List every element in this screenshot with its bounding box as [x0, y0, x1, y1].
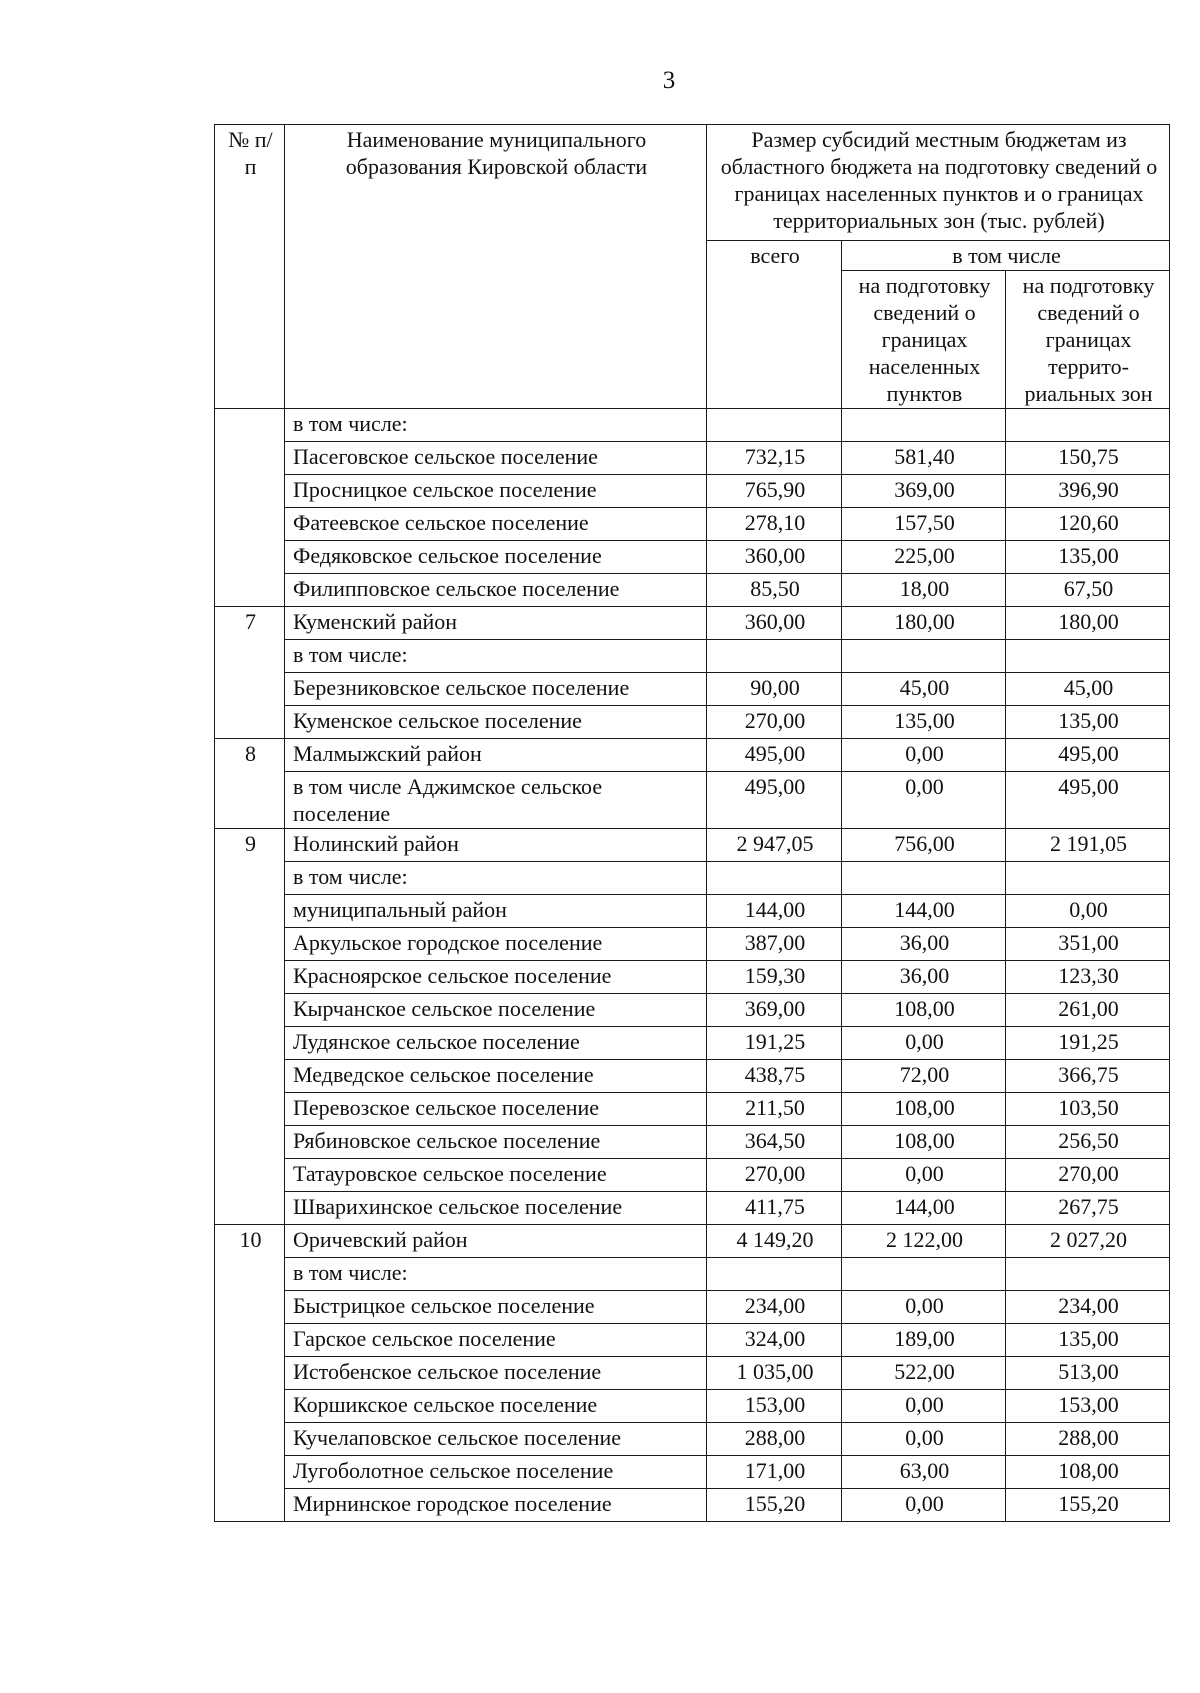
- row-settlements: 0,00: [842, 1423, 1006, 1456]
- row-name: Кырчанское сельское поселение: [285, 994, 707, 1027]
- row-zones: 135,00: [1006, 1324, 1170, 1357]
- row-settlements: 144,00: [842, 895, 1006, 928]
- row-name: Фатеевское сельское поселение: [285, 508, 707, 541]
- row-zones: 153,00: [1006, 1390, 1170, 1423]
- row-number: [215, 409, 285, 607]
- row-name: Просницкое сельское поселение: [285, 475, 707, 508]
- row-settlements: [842, 1258, 1006, 1291]
- row-total: [707, 1258, 842, 1291]
- row-total: [707, 862, 842, 895]
- row-zones: 366,75: [1006, 1060, 1170, 1093]
- row-settlements: 180,00: [842, 607, 1006, 640]
- row-name: в том числе:: [285, 640, 707, 673]
- row-total: [707, 640, 842, 673]
- table-body: [215, 125, 1170, 1522]
- table-row: [215, 895, 1170, 928]
- row-settlements: 72,00: [842, 1060, 1006, 1093]
- row-zones: 180,00: [1006, 607, 1170, 640]
- table-row: [215, 475, 1170, 508]
- row-name: Лугоболотное сельское поселение: [285, 1456, 707, 1489]
- row-zones: 261,00: [1006, 994, 1170, 1027]
- subsidies-table: [214, 124, 1170, 1522]
- table-row: [215, 1093, 1170, 1126]
- row-total: 191,25: [707, 1027, 842, 1060]
- table-row: [215, 1060, 1170, 1093]
- table-row: [215, 829, 1170, 862]
- row-name: Красноярское сельское поселение: [285, 961, 707, 994]
- row-settlements: 157,50: [842, 508, 1006, 541]
- table-row: [215, 1159, 1170, 1192]
- row-total: [707, 409, 842, 442]
- row-settlements: 108,00: [842, 1126, 1006, 1159]
- header-zones: на подготовку сведений о границах террито-риальных зон: [1006, 271, 1170, 409]
- row-settlements: 225,00: [842, 541, 1006, 574]
- table-row: [215, 1291, 1170, 1324]
- table-row: [215, 772, 1170, 829]
- row-total: 144,00: [707, 895, 842, 928]
- table-row: [215, 508, 1170, 541]
- row-name: Шварихинское сельское поселение: [285, 1192, 707, 1225]
- row-total: 324,00: [707, 1324, 842, 1357]
- row-number: 9: [215, 829, 285, 1225]
- row-settlements: 2 122,00: [842, 1225, 1006, 1258]
- row-total: 278,10: [707, 508, 842, 541]
- row-zones: 351,00: [1006, 928, 1170, 961]
- row-zones: 155,20: [1006, 1489, 1170, 1522]
- row-name: Пасеговское сельское поселение: [285, 442, 707, 475]
- row-name: Федяковское сельское поселение: [285, 541, 707, 574]
- table-row: [215, 442, 1170, 475]
- row-total: 270,00: [707, 706, 842, 739]
- row-zones: 495,00: [1006, 772, 1170, 829]
- row-zones: 2 191,05: [1006, 829, 1170, 862]
- row-zones: 267,75: [1006, 1192, 1170, 1225]
- table-row: [215, 409, 1170, 442]
- row-settlements: 63,00: [842, 1456, 1006, 1489]
- row-zones: 123,30: [1006, 961, 1170, 994]
- row-total: 369,00: [707, 994, 842, 1027]
- row-total: 360,00: [707, 541, 842, 574]
- row-name: Лудянское сельское поселение: [285, 1027, 707, 1060]
- row-zones: 270,00: [1006, 1159, 1170, 1192]
- row-total: 85,50: [707, 574, 842, 607]
- row-total: 387,00: [707, 928, 842, 961]
- row-name: Нолинский район: [285, 829, 707, 862]
- row-settlements: 0,00: [842, 1159, 1006, 1192]
- row-name: Гарское сельское поселение: [285, 1324, 707, 1357]
- table-row: [215, 607, 1170, 640]
- row-number: 8: [215, 739, 285, 829]
- table-row: [215, 1324, 1170, 1357]
- header-including: в том числе: [842, 241, 1170, 271]
- table-row: [215, 1456, 1170, 1489]
- table-row: [215, 961, 1170, 994]
- row-zones: 67,50: [1006, 574, 1170, 607]
- table-row: [215, 1423, 1170, 1456]
- row-settlements: 108,00: [842, 1093, 1006, 1126]
- row-settlements: 108,00: [842, 994, 1006, 1027]
- table-row: [215, 928, 1170, 961]
- row-zones: [1006, 409, 1170, 442]
- table-row: [215, 1489, 1170, 1522]
- table-row: [215, 1390, 1170, 1423]
- row-total: 732,15: [707, 442, 842, 475]
- table-row: [215, 574, 1170, 607]
- row-name: Перевозское сельское поселение: [285, 1093, 707, 1126]
- row-name: Коршикское сельское поселение: [285, 1390, 707, 1423]
- row-name: Мирнинское городское поселение: [285, 1489, 707, 1522]
- row-name: Истобенское сельское поселение: [285, 1357, 707, 1390]
- row-zones: [1006, 640, 1170, 673]
- row-settlements: 0,00: [842, 1027, 1006, 1060]
- row-total: 360,00: [707, 607, 842, 640]
- header-subsidy: Размер субсидий местным бюджетам из областного бюджета на подготовку сведений о границах населенных пунктов и о границах территориальных зон (тыс. рублей): [707, 125, 1170, 241]
- row-zones: [1006, 862, 1170, 895]
- row-name: в том числе:: [285, 409, 707, 442]
- row-settlements: 522,00: [842, 1357, 1006, 1390]
- table-row: [215, 541, 1170, 574]
- row-zones: 2 027,20: [1006, 1225, 1170, 1258]
- row-settlements: [842, 409, 1006, 442]
- row-name: Быстрицкое сельское поселение: [285, 1291, 707, 1324]
- table-row: [215, 1126, 1170, 1159]
- row-settlements: 0,00: [842, 1390, 1006, 1423]
- row-settlements: 0,00: [842, 1291, 1006, 1324]
- row-zones: [1006, 1258, 1170, 1291]
- header-row-main: [215, 125, 1170, 241]
- row-total: 171,00: [707, 1456, 842, 1489]
- row-zones: 103,50: [1006, 1093, 1170, 1126]
- row-name: Малмыжский район: [285, 739, 707, 772]
- row-name: Рябиновское сельское поселение: [285, 1126, 707, 1159]
- page-number: 3: [662, 67, 676, 94]
- row-total: 155,20: [707, 1489, 842, 1522]
- row-settlements: 581,40: [842, 442, 1006, 475]
- header-num: № п/п: [215, 125, 285, 409]
- row-total: 153,00: [707, 1390, 842, 1423]
- table-row: [215, 1357, 1170, 1390]
- row-name: Кучелаповское сельское поселение: [285, 1423, 707, 1456]
- row-total: 765,90: [707, 475, 842, 508]
- row-zones: 135,00: [1006, 706, 1170, 739]
- row-name: Татауровское сельское поселение: [285, 1159, 707, 1192]
- row-name: Березниковское сельское поселение: [285, 673, 707, 706]
- row-settlements: 0,00: [842, 739, 1006, 772]
- row-name: Куменский район: [285, 607, 707, 640]
- table-row: [215, 673, 1170, 706]
- row-name: Куменское сельское поселение: [285, 706, 707, 739]
- row-number: 7: [215, 607, 285, 739]
- row-name: Филипповское сельское поселение: [285, 574, 707, 607]
- row-name: муниципальный район: [285, 895, 707, 928]
- row-zones: 135,00: [1006, 541, 1170, 574]
- row-settlements: 756,00: [842, 829, 1006, 862]
- table-row: [215, 1027, 1170, 1060]
- row-total: 364,50: [707, 1126, 842, 1159]
- header-name: Наименование муниципального образования Кировской области: [285, 125, 707, 409]
- row-zones: 191,25: [1006, 1027, 1170, 1060]
- table-row: [215, 994, 1170, 1027]
- table-row: [215, 706, 1170, 739]
- row-settlements: 36,00: [842, 961, 1006, 994]
- row-settlements: 144,00: [842, 1192, 1006, 1225]
- row-zones: 495,00: [1006, 739, 1170, 772]
- row-settlements: 36,00: [842, 928, 1006, 961]
- row-settlements: 18,00: [842, 574, 1006, 607]
- row-zones: 150,75: [1006, 442, 1170, 475]
- row-total: 495,00: [707, 772, 842, 829]
- row-zones: 108,00: [1006, 1456, 1170, 1489]
- row-settlements: [842, 862, 1006, 895]
- row-total: 4 149,20: [707, 1225, 842, 1258]
- table-row: [215, 739, 1170, 772]
- row-total: 234,00: [707, 1291, 842, 1324]
- row-settlements: 0,00: [842, 1489, 1006, 1522]
- row-total: 411,75: [707, 1192, 842, 1225]
- row-total: 495,00: [707, 739, 842, 772]
- row-settlements: 135,00: [842, 706, 1006, 739]
- row-total: 211,50: [707, 1093, 842, 1126]
- table-row: [215, 640, 1170, 673]
- row-zones: 234,00: [1006, 1291, 1170, 1324]
- header-settlements: на подготовку сведений о границах населенных пунктов: [842, 271, 1006, 409]
- table-row: [215, 862, 1170, 895]
- row-total: 2 947,05: [707, 829, 842, 862]
- row-settlements: [842, 640, 1006, 673]
- row-settlements: 0,00: [842, 772, 1006, 829]
- row-zones: 45,00: [1006, 673, 1170, 706]
- row-settlements: 45,00: [842, 673, 1006, 706]
- row-zones: 513,00: [1006, 1357, 1170, 1390]
- row-number: 10: [215, 1225, 285, 1522]
- row-zones: 288,00: [1006, 1423, 1170, 1456]
- header-total: всего: [707, 241, 842, 409]
- row-total: 288,00: [707, 1423, 842, 1456]
- row-name: Медведское сельское поселение: [285, 1060, 707, 1093]
- row-settlements: 189,00: [842, 1324, 1006, 1357]
- row-settlements: 369,00: [842, 475, 1006, 508]
- table-row: [215, 1192, 1170, 1225]
- row-total: 90,00: [707, 673, 842, 706]
- row-total: 438,75: [707, 1060, 842, 1093]
- row-name: в том числе:: [285, 1258, 707, 1291]
- row-total: 159,30: [707, 961, 842, 994]
- row-total: 1 035,00: [707, 1357, 842, 1390]
- row-total: 270,00: [707, 1159, 842, 1192]
- row-name: Оричевский район: [285, 1225, 707, 1258]
- row-zones: 0,00: [1006, 895, 1170, 928]
- row-name: Аркульское городское поселение: [285, 928, 707, 961]
- row-zones: 396,90: [1006, 475, 1170, 508]
- row-name: в том числе Аджимское сельское поселение: [285, 772, 707, 829]
- row-zones: 256,50: [1006, 1126, 1170, 1159]
- table-row: [215, 1258, 1170, 1291]
- row-zones: 120,60: [1006, 508, 1170, 541]
- table-row: [215, 1225, 1170, 1258]
- row-name: в том числе:: [285, 862, 707, 895]
